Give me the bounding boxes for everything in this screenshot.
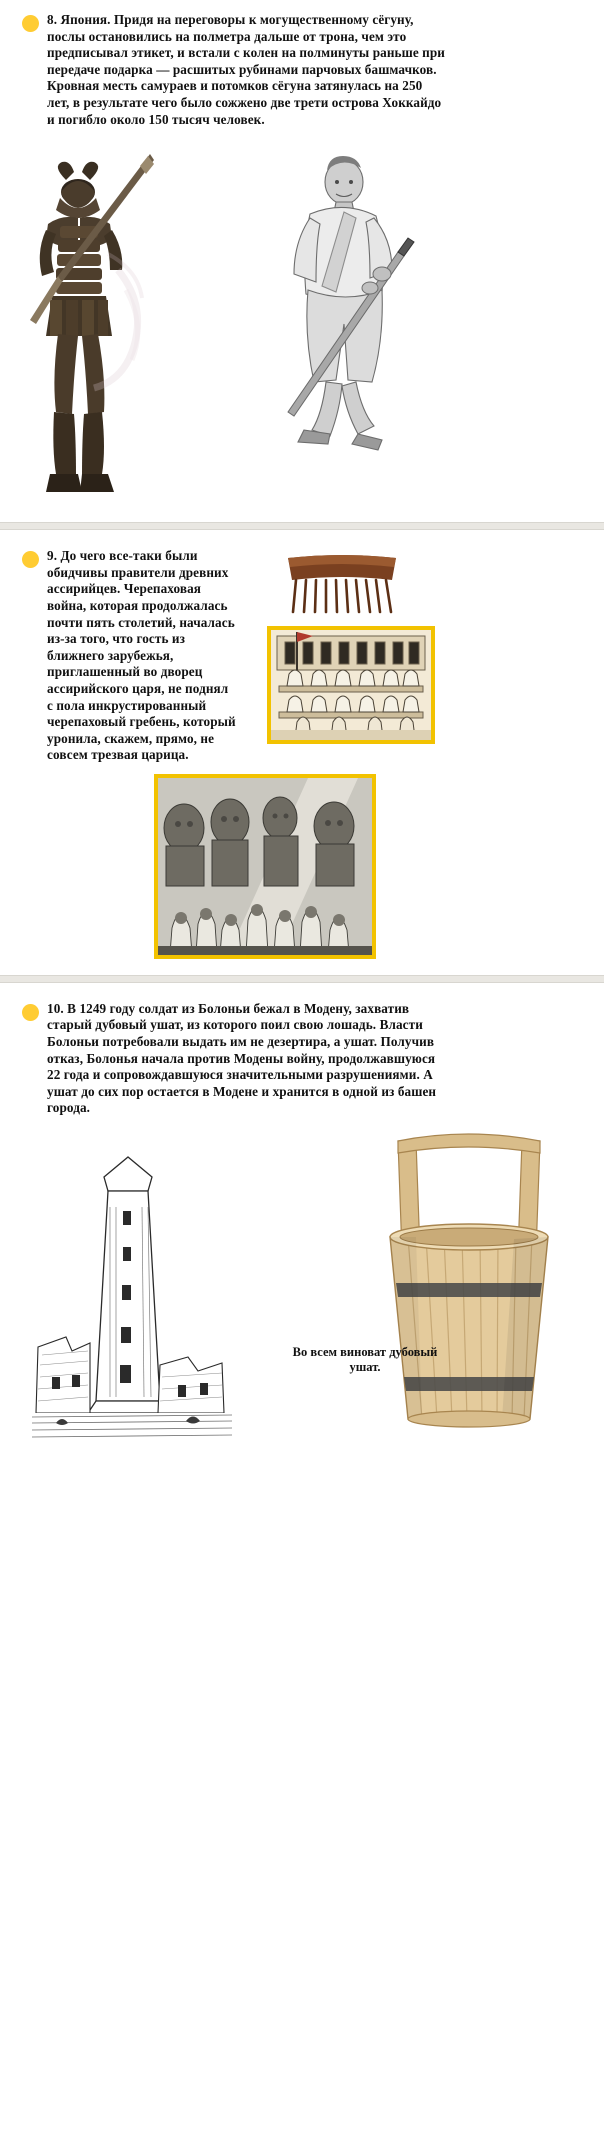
assyrian-relief-illustration [267, 626, 435, 744]
bucket-caption: Во всем виноват дубовый ушат. [292, 1345, 438, 1375]
samurai-armor-photo [22, 150, 167, 510]
bullet-icon [22, 551, 39, 568]
section-divider [0, 522, 604, 530]
section-10 [0, 983, 604, 1443]
oak-bucket-photo [364, 1133, 574, 1433]
paragraph-9-text: 9. До чего все-таки были обидчивы правители древних ассирийцев. Черепаховая война, которая продолжалась почти пять столетий, началась из-за того, что гость из ближнего зарубежья, приглашенный во дворец ассирийского царя, не поднял с пола инкрустированный черепаховый гребень, который уронила, скажем, прямо, не совсем трезвая царица. [47, 548, 236, 763]
bullet-icon [22, 15, 39, 32]
samurai-sketch-photo [232, 148, 432, 468]
paragraph-10 [22, 1001, 580, 1117]
paragraph-9 [22, 548, 237, 764]
paragraph-8 [22, 12, 578, 128]
paragraph-10-text: 10. В 1249 году солдат из Болоньи бежал в Модену, захватив старый дубовый ушат, из которого поил свою лошадь. Власти Болоньи потребовали выдать им не дезертира, а ушат. Получив отказ, Болонья начала против Модены войну, продолжавшуюся 22 года и сопровождавшуюся значительными разрушениями. А ушат до сих пор остается в Модене и хранится в одной из башен города. [47, 1000, 437, 1116]
section-10-images [22, 1133, 580, 1443]
bullet-icon [22, 1004, 39, 1021]
modena-tower-engraving [32, 1151, 232, 1441]
tortoiseshell-comb-photo [280, 554, 405, 616]
section-8-images [22, 142, 578, 522]
paragraph-8-text: 8. Япония. Придя на переговоры к могущественному сёгуну, послы остановились на полметра дальше от трона, чем это предписывал этикет, и встали с колен на полминуты раньше при передаче подарка — расшитых рубинами парчовых башмачков. Кровная месть самураев и потомков сёгуна затянулась на 250 лет, в результате чего было сожжено две трети острова Хоккайдо и погибло около 150 тысяч человек. [47, 12, 446, 127]
assyrian-feast-engraving [154, 774, 376, 959]
section-9 [0, 530, 604, 975]
section-divider [0, 975, 604, 983]
section-8 [0, 0, 604, 522]
